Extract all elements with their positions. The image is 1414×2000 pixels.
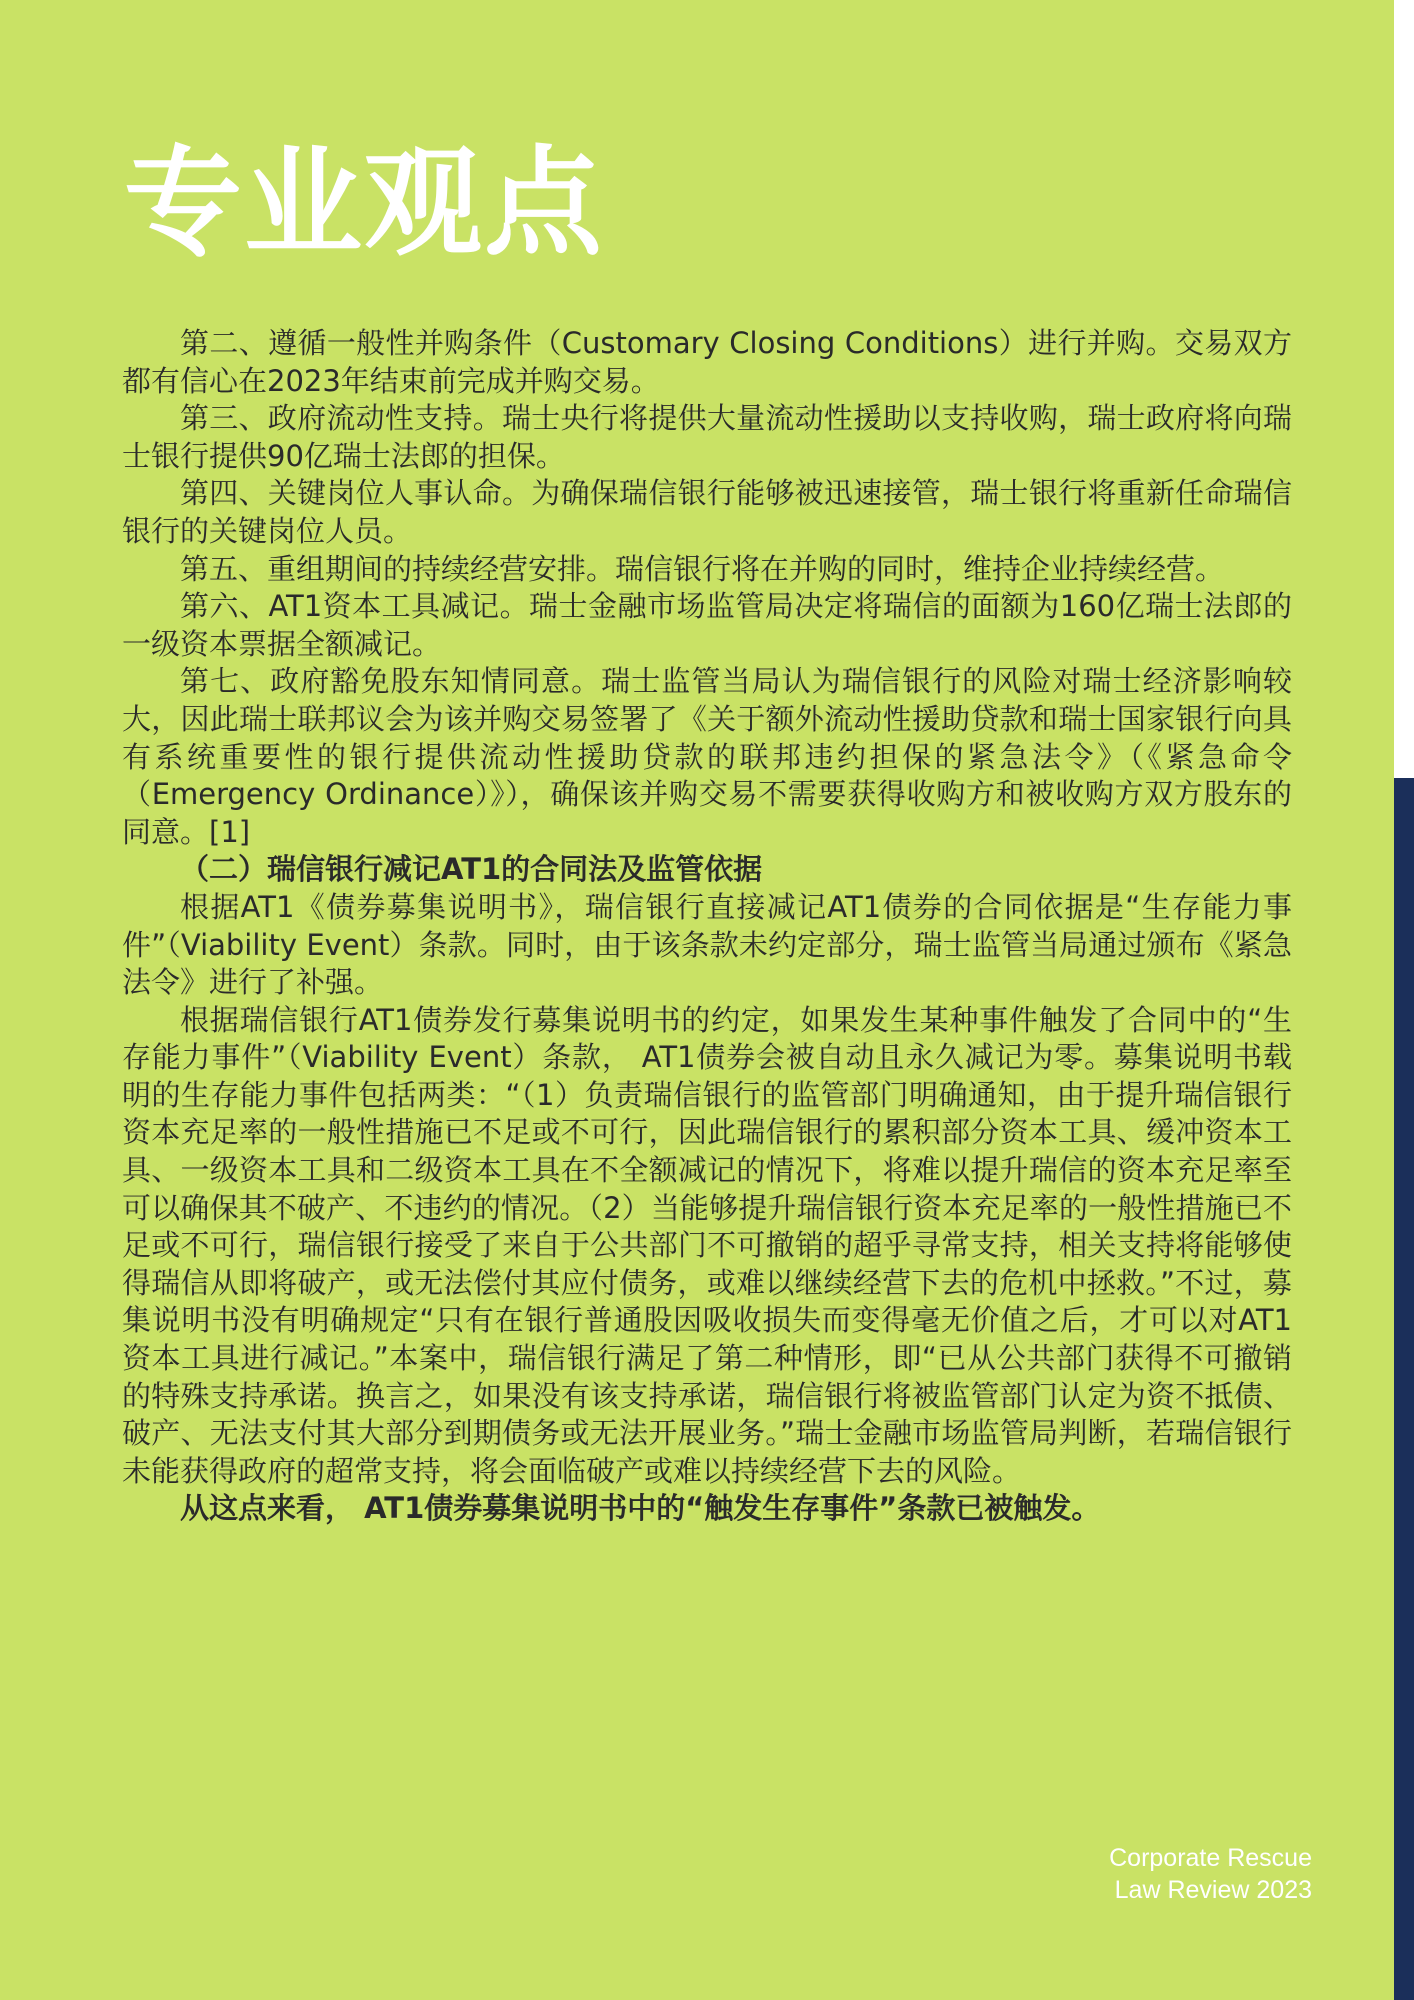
footer-brand-line-1: Corporate Rescue	[1109, 1844, 1312, 1872]
paragraph-key-personnel: 第四、关键岗位人事认命。为确保瑞信银行能够被迅速接管，瑞士银行将重新任命瑞信银行的关键岗位人员。	[122, 476, 1292, 548]
section-heading: （二）瑞信银行减记AT1的合同法及监管依据	[180, 852, 763, 887]
paragraph-viability-event: 根据AT1《债券募集说明书》，瑞信银行直接减记AT1债券的合同依据是“生存能力事件”（Viability Event）条款。同时，由于该条款未约定部分，瑞士监管当局通过颁布《紧急法令》进行了补强。	[122, 889, 1292, 1000]
paragraph-going-concern: 第五、重组期间的持续经营安排。瑞信银行将在并购的同时，维持企业持续经营。	[180, 551, 1225, 586]
paragraph-at1-writedown: 第六、AT1资本工具减记。瑞士金融市场监管局决定将瑞信的面额为160亿瑞士法郎的一级资本票据全额减记。	[122, 589, 1292, 661]
paragraph-shareholder-consent: 第七、政府豁免股东知情同意。瑞士监管当局认为瑞信银行的风险对瑞士经济影响较大，因此瑞士联邦议会为该并购交易签署了《关于额外流动性援助贷款和瑞士国家银行向具有系统重要性的银行提供流动性援助贷款的联邦违约担保的紧急法令》（《紧急命令（Emergency Ordinance）》），确保该并购交易不需要获得收购方和被收购方双方股东的同意。[1]	[122, 664, 1292, 849]
footer-brand-line-2: Law Review 2023	[1114, 1876, 1312, 1904]
article-body	[122, 325, 1292, 1528]
conclusion-statement: 从这点来看， AT1债券募集说明书中的“触发生存事件”条款已被触发。	[180, 1491, 1101, 1526]
footer-brand	[1040, 1842, 1312, 1906]
page-title: 专业观点	[124, 134, 605, 272]
paragraph-prospectus-terms: 根据瑞信银行AT1债券发行募集说明书的约定，如果发生某种事件触发了合同中的“生存能力事件”（Viability Event）条款， AT1债券会被自动且永久减记为零。募集说明书载明的生存能力事件包括两类：“（1）负责瑞信银行的监管部门明确通知，由于提升瑞信银行资本充足率的一般性措施已不足或不可行，因此瑞信银行的累积部分资本工具、缓冲资本工具、一级资本工具和二级资本工具在不全额减记的情况下，将难以提升瑞信的资本充足率至可以确保其不破产、不违约的情况。（2）当能够提升瑞信银行资本充足率的一般性措施已不足或不可行，瑞信银行接受了来自于公共部门不可撤销的超乎寻常支持，相关支持将能够使得瑞信从即将破产，或无法偿付其应付债务，或难以继续经营下去的危机中拯救。”不过，募集说明书没有明确规定“只有在银行普通股因吸收损失而变得毫无价值之后，才可以对AT1资本工具进行减记。”本案中，瑞信银行满足了第二种情形，即“已从公共部门获得不可撤销的特殊支持承诺。换言之，如果没有该支持承诺，瑞信银行将被监管部门认定为资不抵债、破产、无法支付其大部分到期债务或无法开展业务。”瑞士金融市场监管局判断，若瑞信银行未能获得政府的超常支持，将会面临破产或难以持续经营下去的风险。	[122, 1002, 1292, 1488]
paragraph-liquidity-support: 第三、政府流动性支持。瑞士央行将提供大量流动性援助以支持收购，瑞士政府将向瑞士银行提供90亿瑞士法郎的担保。	[122, 401, 1292, 473]
side-accent-strip	[1394, 778, 1414, 2000]
paragraph-closing-conditions: 第二、遵循一般性并购条件（Customary Closing Conditions）进行并购。交易双方都有信心在2023年结束前完成并购交易。	[122, 326, 1292, 398]
